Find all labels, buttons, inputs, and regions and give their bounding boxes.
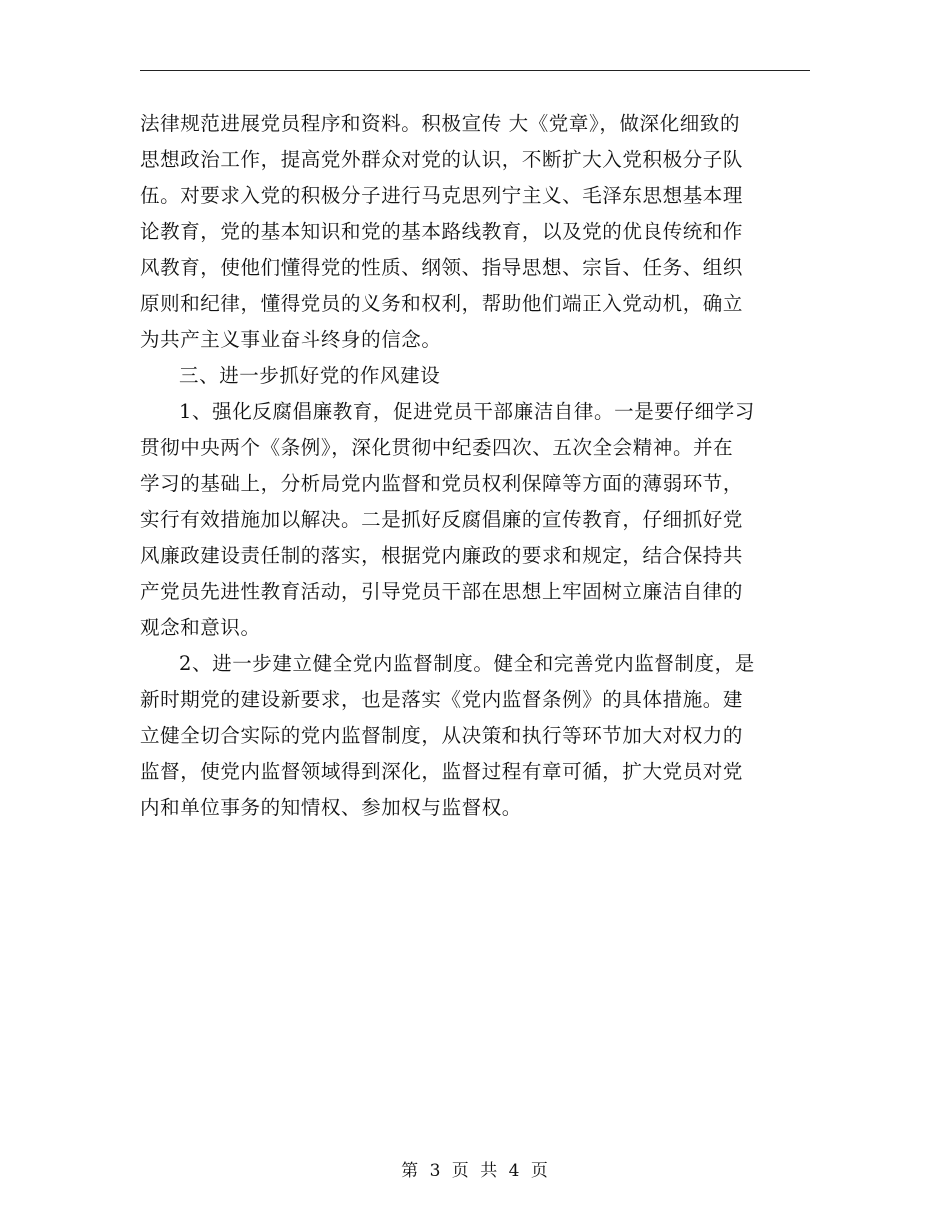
text-line: 立健全切合实际的党内监督制度，从决策和执行等环节加大对权力的 xyxy=(140,724,744,747)
text-line: 2、进一步建立健全党内监督制度。健全和完善党内监督制度，是 xyxy=(179,652,755,675)
text-line: 实行有效措施加以解决。二是抓好反腐倡廉的宣传教育，仔细抓好党 xyxy=(140,508,744,531)
text-line: 风廉政建设责任制的落实，根据党内廉政的要求和规定，结合保持共 xyxy=(140,544,744,567)
text-line: 监督，使党内监督领域得到深化，监督过程有章可循，扩大党员对党 xyxy=(140,760,744,783)
text-line: 为共产主义事业奋斗终身的信念。 xyxy=(140,328,442,351)
text-line: 观念和意识。 xyxy=(140,616,261,639)
footer-label-total: 共 xyxy=(480,1161,499,1181)
text-line: 风教育，使他们懂得党的性质、纲领、指导思想、宗旨、任务、组织 xyxy=(140,256,744,279)
text-line: 三、进一步抓好党的作风建设 xyxy=(179,364,441,387)
text-line: 法律规范进展党员程序和资料。积极宣传 大《党章》，做深化细致的 xyxy=(140,112,741,135)
text-line: 内和单位事务的知情权、参加权与监督权。 xyxy=(140,796,522,819)
footer-current-page: 3 xyxy=(429,1161,442,1181)
text-line: 思想政治工作，提高党外群众对党的认识，不断扩大入党积极分子队 xyxy=(140,148,744,171)
text-line: 学习的基础上，分析局党内监督和党员权利保障等方面的薄弱环节， xyxy=(140,472,744,495)
text-line: 原则和纪律，懂得党员的义务和权利，帮助他们端正入党动机，确立 xyxy=(140,292,744,315)
text-line: 产党员先进性教育活动，引导党员干部在思想上牢固树立廉洁自律的 xyxy=(140,580,744,603)
text-line: 论教育，党的基本知识和党的基本路线教育，以及党的优良传统和作 xyxy=(140,220,744,243)
page-footer xyxy=(0,1156,950,1181)
document-body xyxy=(140,106,810,826)
footer-label-page: 第 xyxy=(401,1161,420,1181)
text-line: 贯彻中央两个《条例》，深化贯彻中纪委四次、五次全会精神。并在 xyxy=(140,436,734,459)
text-line: 1、强化反腐倡廉教育，促进党员干部廉洁自律。一是要仔细学习 xyxy=(179,400,755,423)
footer-label-page-unit: 页 xyxy=(451,1161,470,1181)
text-line: 新时期党的建设新要求，也是落实《党内监督条例》的具体措施。建 xyxy=(140,688,744,711)
footer-label-total-unit: 页 xyxy=(530,1161,549,1181)
footer-total-pages: 4 xyxy=(508,1161,521,1181)
header-rule xyxy=(140,70,810,71)
text-line: 伍。对要求入党的积极分子进行马克思列宁主义、毛泽东思想基本理 xyxy=(140,184,744,207)
